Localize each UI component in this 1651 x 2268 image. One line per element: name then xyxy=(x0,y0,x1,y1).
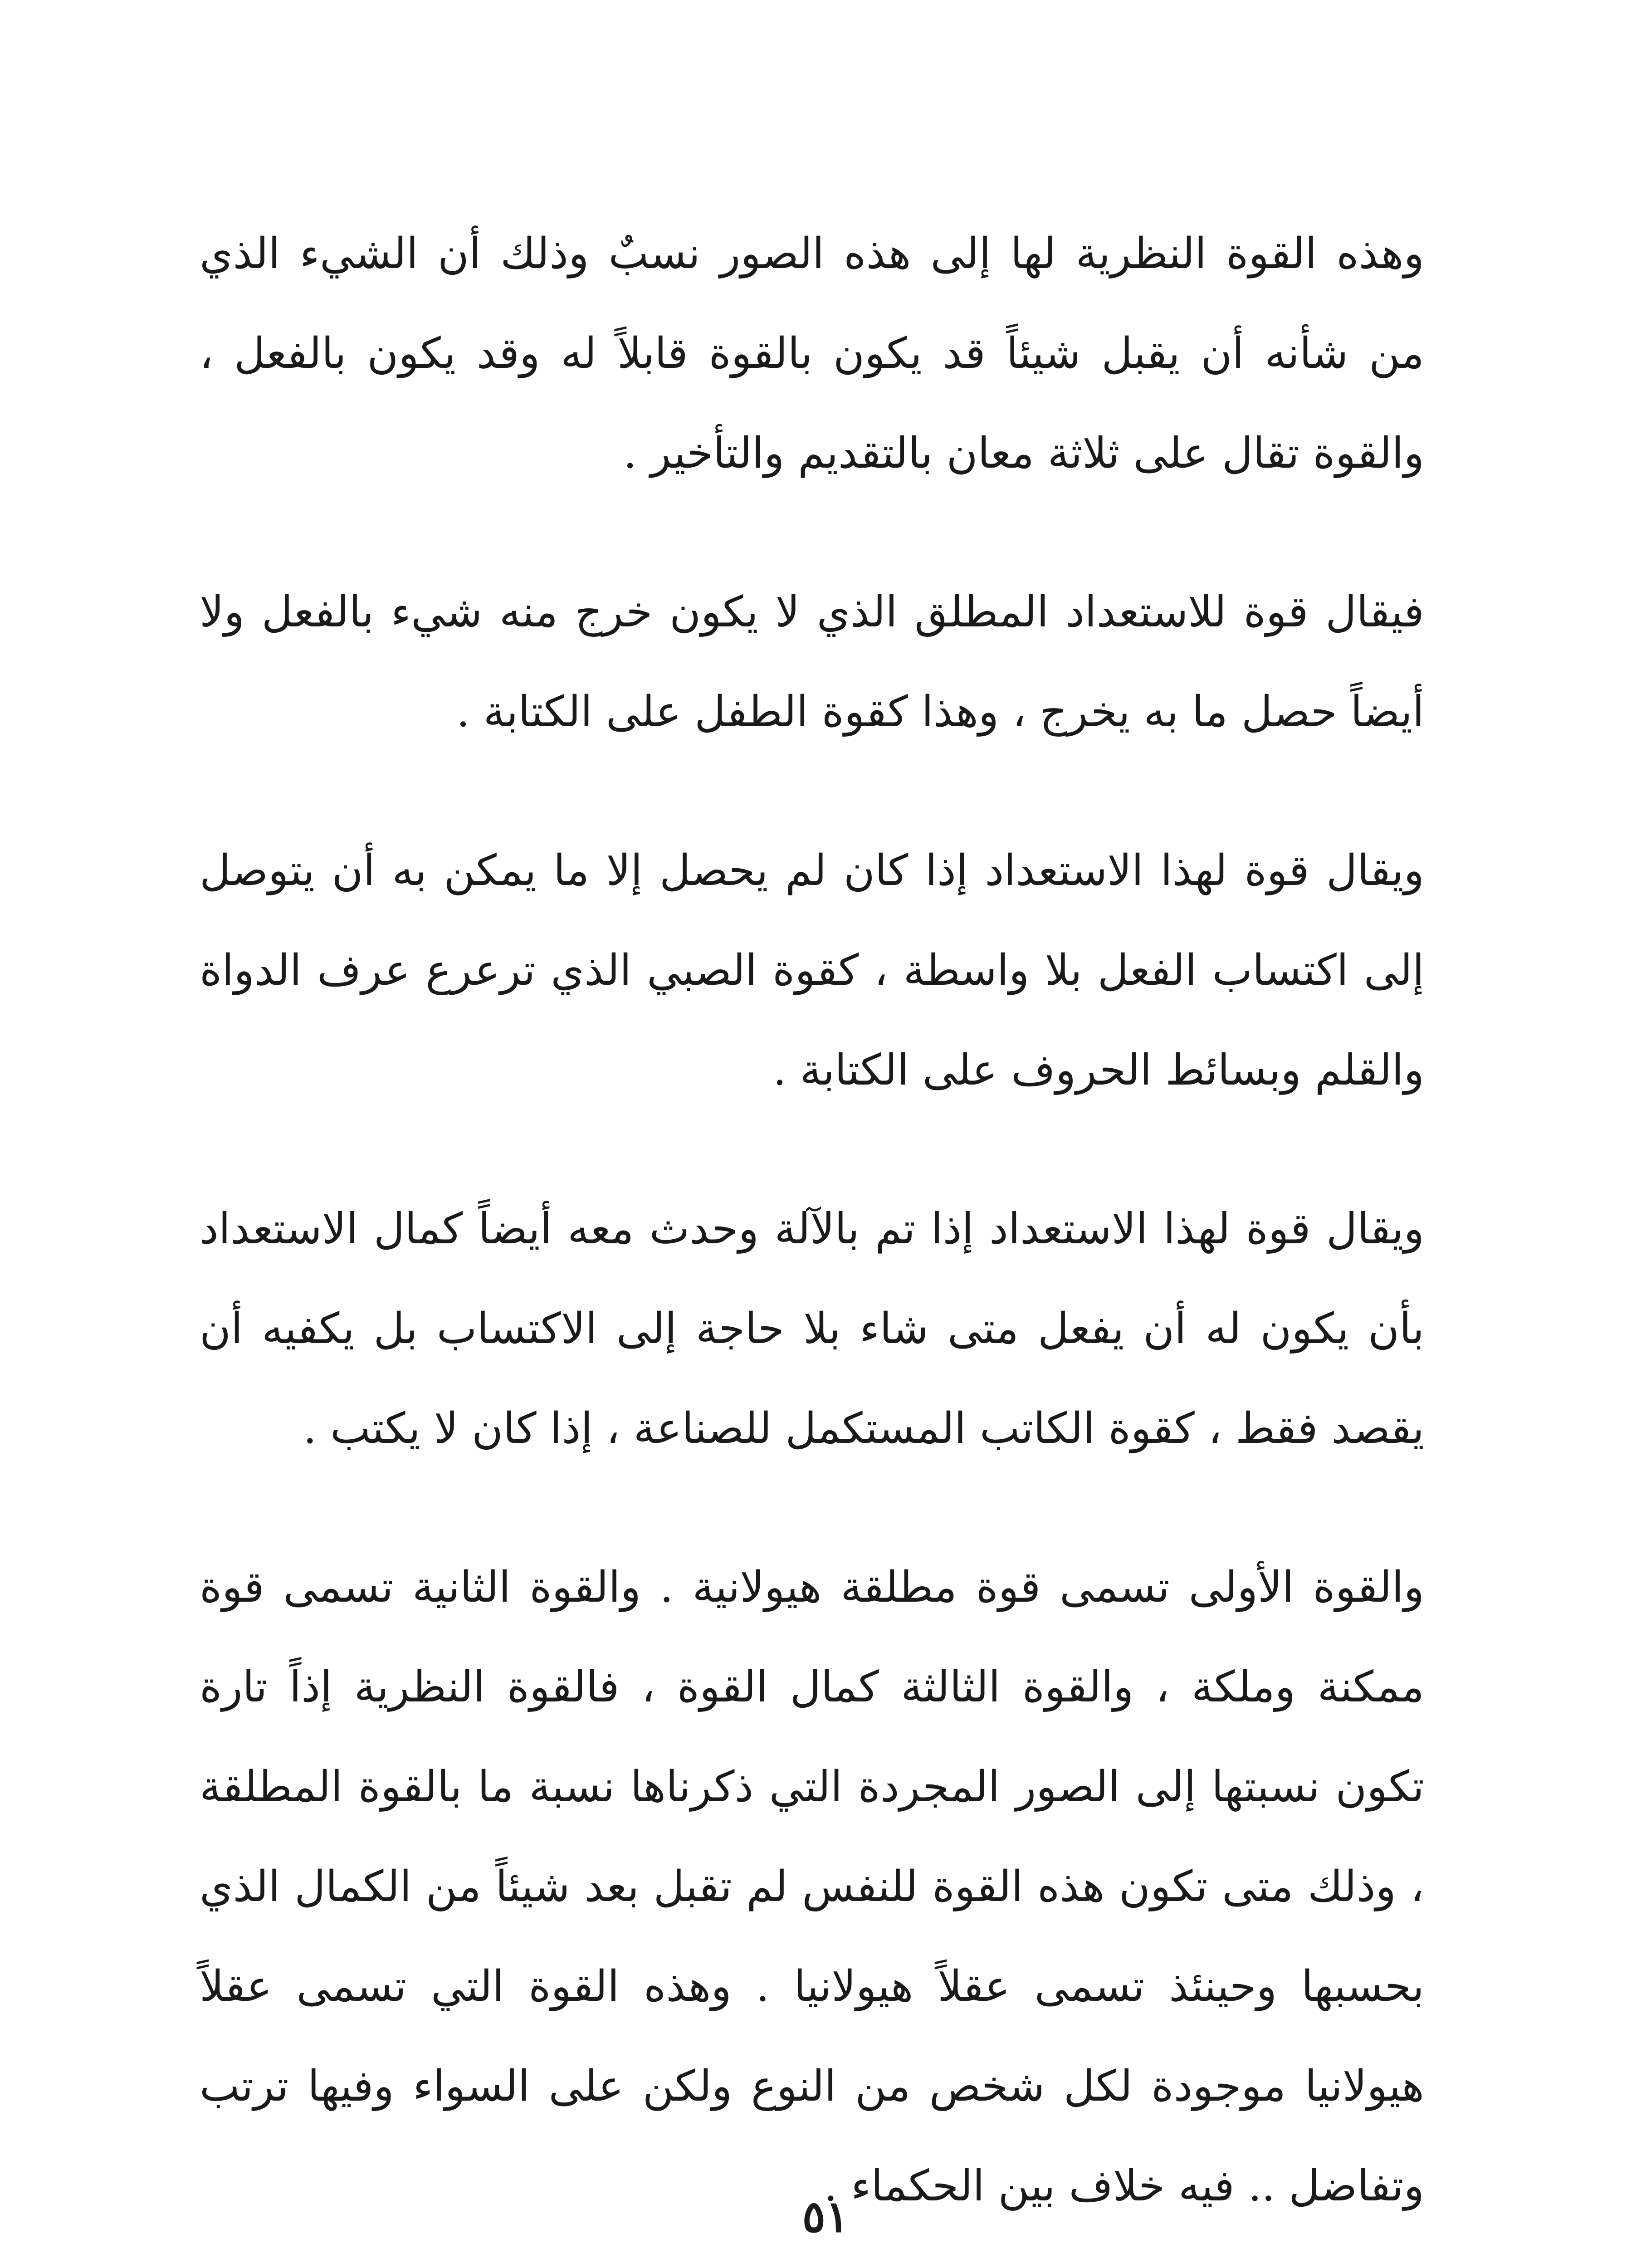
paragraph-4: ويقال قوة لهذا الاستعداد إذا تم بالآلة وحدث معه أيضاً كمال الاستعداد بأن يكون له أن يفعل متى شاء بلا حاجة إلى الاكتساب بل يكفيه أن يقصد فقط ، كقوة الكاتب المستكمل للصناعة ، إذا كان لا يكتب . xyxy=(200,1204,1424,1453)
page-number: ٥١ xyxy=(802,2191,849,2242)
paragraph-1: وهذه القوة النظرية لها إلى هذه الصور نسبٌ وذلك أن الشيء الذي من شأنه أن يقبل شيئاً قد يكون بالقوة قابلاً له وقد يكون بالفعل ، والقوة تقال على ثلاثة معان بالتقديم والتأخير . xyxy=(200,229,1424,478)
paragraph-5: والقوة الأولى تسمى قوة مطلقة هيولانية . والقوة الثانية تسمى قوة ممكنة وملكة ، والقوة الثالثة كمال القوة ، فالقوة النظرية إذاً تارة تكون نسبتها إلى الصور المجردة التي ذكرناها نسبة ما بالقوة المطلقة ، وذلك متى تكون هذه القوة للنفس لم تقبل بعد شيئاً من الكمال الذي بحسبها وحينئذ تسمى عقلاً هيولانيا . وهذه القوة التي تسمى عقلاً هيولانيا موجودة لكل شخص من النوع ولكن على السواء وفيها ترتب وتفاضل .. فيه خلاف بين الحكماء . xyxy=(200,1563,1424,2211)
body-text xyxy=(200,204,1424,2268)
paragraph-3: ويقال قوة لهذا الاستعداد إذا كان لم يحصل إلا ما يمكن به أن يتوصل إلى اكتساب الفعل بلا واسطة ، كقوة الصبي الذي ترعرع عرف الدواة والقلم وبسائط الحروف على الكتابة . xyxy=(200,846,1424,1095)
paragraph-2: فيقال قوة للاستعداد المطلق الذي لا يكون خرج منه شيء بالفعل ولا أيضاً حصل ما به يخرج ، وهذا كقوة الطفل على الكتابة . xyxy=(200,587,1424,737)
